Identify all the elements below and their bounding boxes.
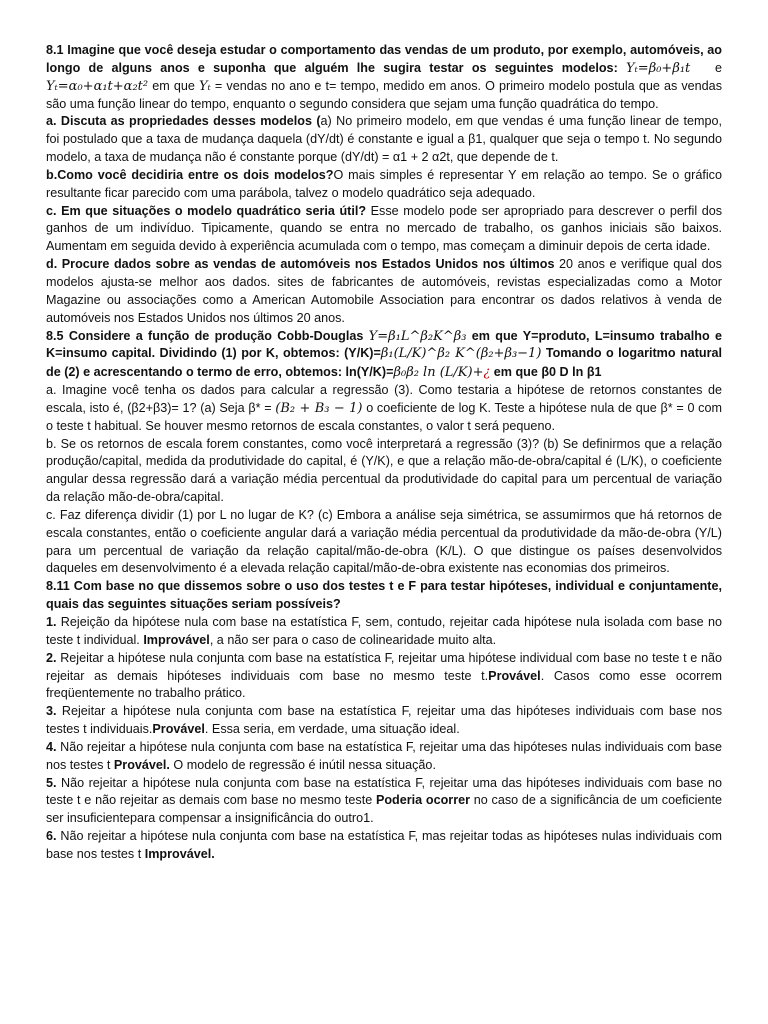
item-verdict: Improvável. (144, 846, 215, 861)
q85-t2: em que Y=produto, L=insumo trabalho e K=insumo capital. Dividindo (1) por K, obtemos: (Y/K)= (46, 328, 722, 361)
q811-title (46, 578, 722, 614)
q81-d-text: 20 anos e verifique qual dos modelos ajusta-se melhor aos dados. sites de fabricantes de automóveis, revistas especializadas como a Motor Magazine ou associações como a American Automobile Association para encontrar os dados relativos à venda de automóveis nos Estados Unidos nos últimos 20 anos. (46, 257, 722, 325)
formula-3: β₀β₂ ln (L/K)+ (393, 365, 484, 381)
model1-formula: Yₜ=β₀+β₁t (626, 60, 691, 76)
q81-c-question: c. Em que situações o modelo quadrático seria útil? (46, 203, 367, 218)
q85-t4: em que β0 D ln β1 (493, 365, 602, 380)
q85-statement (46, 328, 722, 383)
item-after: O modelo de regressão é inútil nessa situação. (169, 757, 436, 772)
item-num: 2. (46, 650, 57, 665)
conj-e: e (715, 60, 723, 75)
q81-d (46, 256, 722, 327)
formula-2: β₁(L/K)^β₂ K^(β₂+β₃−1) (380, 346, 542, 362)
q811-title-text: 8.11 Com base no que dissemos sobre o uso dos testes t e F para testar hipóteses, individual e conjuntamente, quais das seguintes situações seriam possíveis? (46, 579, 722, 612)
item-num: 6. (46, 829, 57, 844)
q85-t1: 8.5 Considere a função de produção Cobb-Douglas (46, 328, 364, 343)
q85-t3: Tomando o logaritmo natural de (2) e acrescentando o termo de erro, obtemos: ln(Y/K)= (46, 346, 722, 380)
item-after: , a não ser para o caso de colinearidade muito alta. (209, 632, 497, 647)
item-num: 1. (46, 615, 57, 629)
item-verdict: Poderia ocorrer (375, 793, 471, 808)
error-term: ¿ (483, 364, 491, 380)
q85-a-formula: (B₂ + B₃ − 1) (275, 400, 363, 416)
q81-d-question: d. Procure dados sobre as vendas de automóveis nos Estados Unidos nos últimos (46, 257, 555, 272)
q85-b: b. Se os retornos de escala forem constantes, como você interpretará a regressão (3)? (b) Se definirmos que a relação produção/capital, medida da produtividade do capital, é (Y/K), e que a relação mão-de-obra/capital é (L/K), o coeficiente angular dessa regressão dará a variação média percentual da produtividade do capital para um percentual de variação da relação mão-de-obra/capital. (46, 436, 722, 505)
item-verdict: Provável (488, 668, 541, 683)
item-num: 3. (46, 704, 57, 719)
q81-b (46, 167, 722, 203)
item-num: 5. (46, 775, 57, 790)
q81-title: 8.1 Imagine que você deseja estudar o comportamento das vendas de um produto, por exemplo, automóveis, ao longo de alguns anos e suponha que alguém lhe sugira testar os seguintes modelos: (46, 43, 722, 75)
item-text: Rejeição da hipótese nula com base na estatística F, sem, contudo, rejeitar cada hipótese nula isolada com base no teste t individual. (46, 615, 722, 647)
em-que: em que (152, 78, 195, 93)
yt-symbol: Yₜ (199, 78, 211, 94)
q85-a-text2: o coeficiente de log K. Teste a hipótese nula de que β* = 0 com o teste t habitual. Se houver mesmo retornos de escala constantes, o valor t será pequeno. (46, 400, 722, 433)
item-text: Rejeitar a hipótese nula conjunta com base na estatística F, rejeitar uma hipótese individual com base no teste t e não rejeitar as demais hipóteses individuais com base no mesmo teste t. (46, 650, 722, 683)
q85-a (46, 382, 722, 436)
q811-item-1 (46, 614, 722, 650)
q81-b-question: b.Como você decidiria entre os dois modelos? (46, 167, 334, 182)
cobb-douglas-formula: Y=β₁L^β₂K^β₃ (368, 328, 467, 344)
item-text: Rejeitar a hipótese nula conjunta com base na estatística F, rejeitar uma das hipóteses individuais com base nos testes t individuais. (46, 704, 722, 737)
q81-b-text: O mais simples é representar Y em relação ao tempo. Se o gráfico resultante ficar parecido com uma parábola, talvez o modelo quadrático seja adequado. (46, 167, 722, 200)
q81-statement (46, 42, 722, 113)
q811-item-6 (46, 828, 722, 864)
q85-c: c. Faz diferença dividir (1) por L no lugar de K? (c) Embora a análise seja simétrica, se assumirmos que há retornos de escala constantes, então o coeficiente angular dará a variação média percentual da produtividade da mão-de-obra (Y/L) para um percentual de variação da relação capital/mão-de-obra (K/L). O que distingue os países desenvolvidos daqueles em desenvolvimento é a elevada relação capital/mão-de-obra existente nas economias dos primeiros. (46, 507, 722, 576)
item-verdict: Provável. (113, 757, 170, 772)
document-page (46, 42, 722, 864)
q81-a-q2: a) (320, 114, 332, 129)
q81-rest: = vendas no ano e t= tempo, medido em anos. O primeiro modelo postula que as vendas são uma função linear do tempo, enquanto o segundo considera que sejam uma função quadrática do tempo. (46, 78, 722, 111)
item-after: no caso de a significância de um coeficiente ser insuficientepara compensar a insignificância do outro1. (46, 793, 722, 826)
item-verdict: Improvável (143, 632, 210, 647)
q81-c (46, 203, 722, 257)
q81-a-text: No primeiro modelo, em que vendas é uma função linear de tempo, foi postulado que a taxa de mudança daquela (dY/dt) é constante e igual a β1, qualquer que seja o tempo t. No segundo modelo, a taxa de mudança não é constante porque (dY/dt) = α1 + 2 α2t, que depende de t. (46, 114, 723, 165)
model2-formula: Yₜ=α₀+α₁t+α₂t² (46, 78, 149, 94)
item-verdict: Provável (152, 722, 205, 737)
q81-a-question: a. Discuta as propriedades desses modelos ( (46, 114, 321, 129)
item-num: 4. (46, 739, 57, 754)
q81-a (46, 113, 722, 167)
item-text: Não rejeitar a hipótese nula conjunta com base na estatística F, rejeitar uma das hipóteses nulas individuais com base nos testes t (46, 739, 722, 772)
item-after: . Essa seria, em verdade, uma situação ideal. (204, 722, 460, 737)
item-text: Não rejeitar a hipótese nula conjunta com base na estatística F, mas rejeitar todas as hipóteses nulas individuais com base nos testes t (46, 829, 722, 861)
q85-a-text1: a. Imagine você tenha os dados para calcular a regressão (3). Como testaria a hipótese de retornos constantes de escala, isto é, (β2+β3)= 1? (a) Seja β* = (46, 383, 722, 415)
q811-item-2 (46, 650, 722, 704)
q811-item-3 (46, 703, 722, 739)
item-text: Não rejeitar a hipótese nula conjunta com base na estatística F, rejeitar uma das hipóteses individuais com base no teste t e não rejeitar as demais com base no mesmo teste (46, 775, 722, 808)
q811-item-4 (46, 739, 722, 775)
q81-c-text: Esse modelo pode ser apropriado para descrever o perfil dos ganhos de um indivíduo. Tipicamente, quando se entra no mercado de trabalho, os ganhos iniciais são baixos. Aumentam em seguida devido à experiência acumulada com o tempo, mas começam a diminuir depois de certa idade. (46, 203, 723, 254)
q811-item-5 (46, 775, 722, 829)
item-after: . Casos como esse ocorrem freqüentemente no trabalho prático. (46, 668, 723, 701)
